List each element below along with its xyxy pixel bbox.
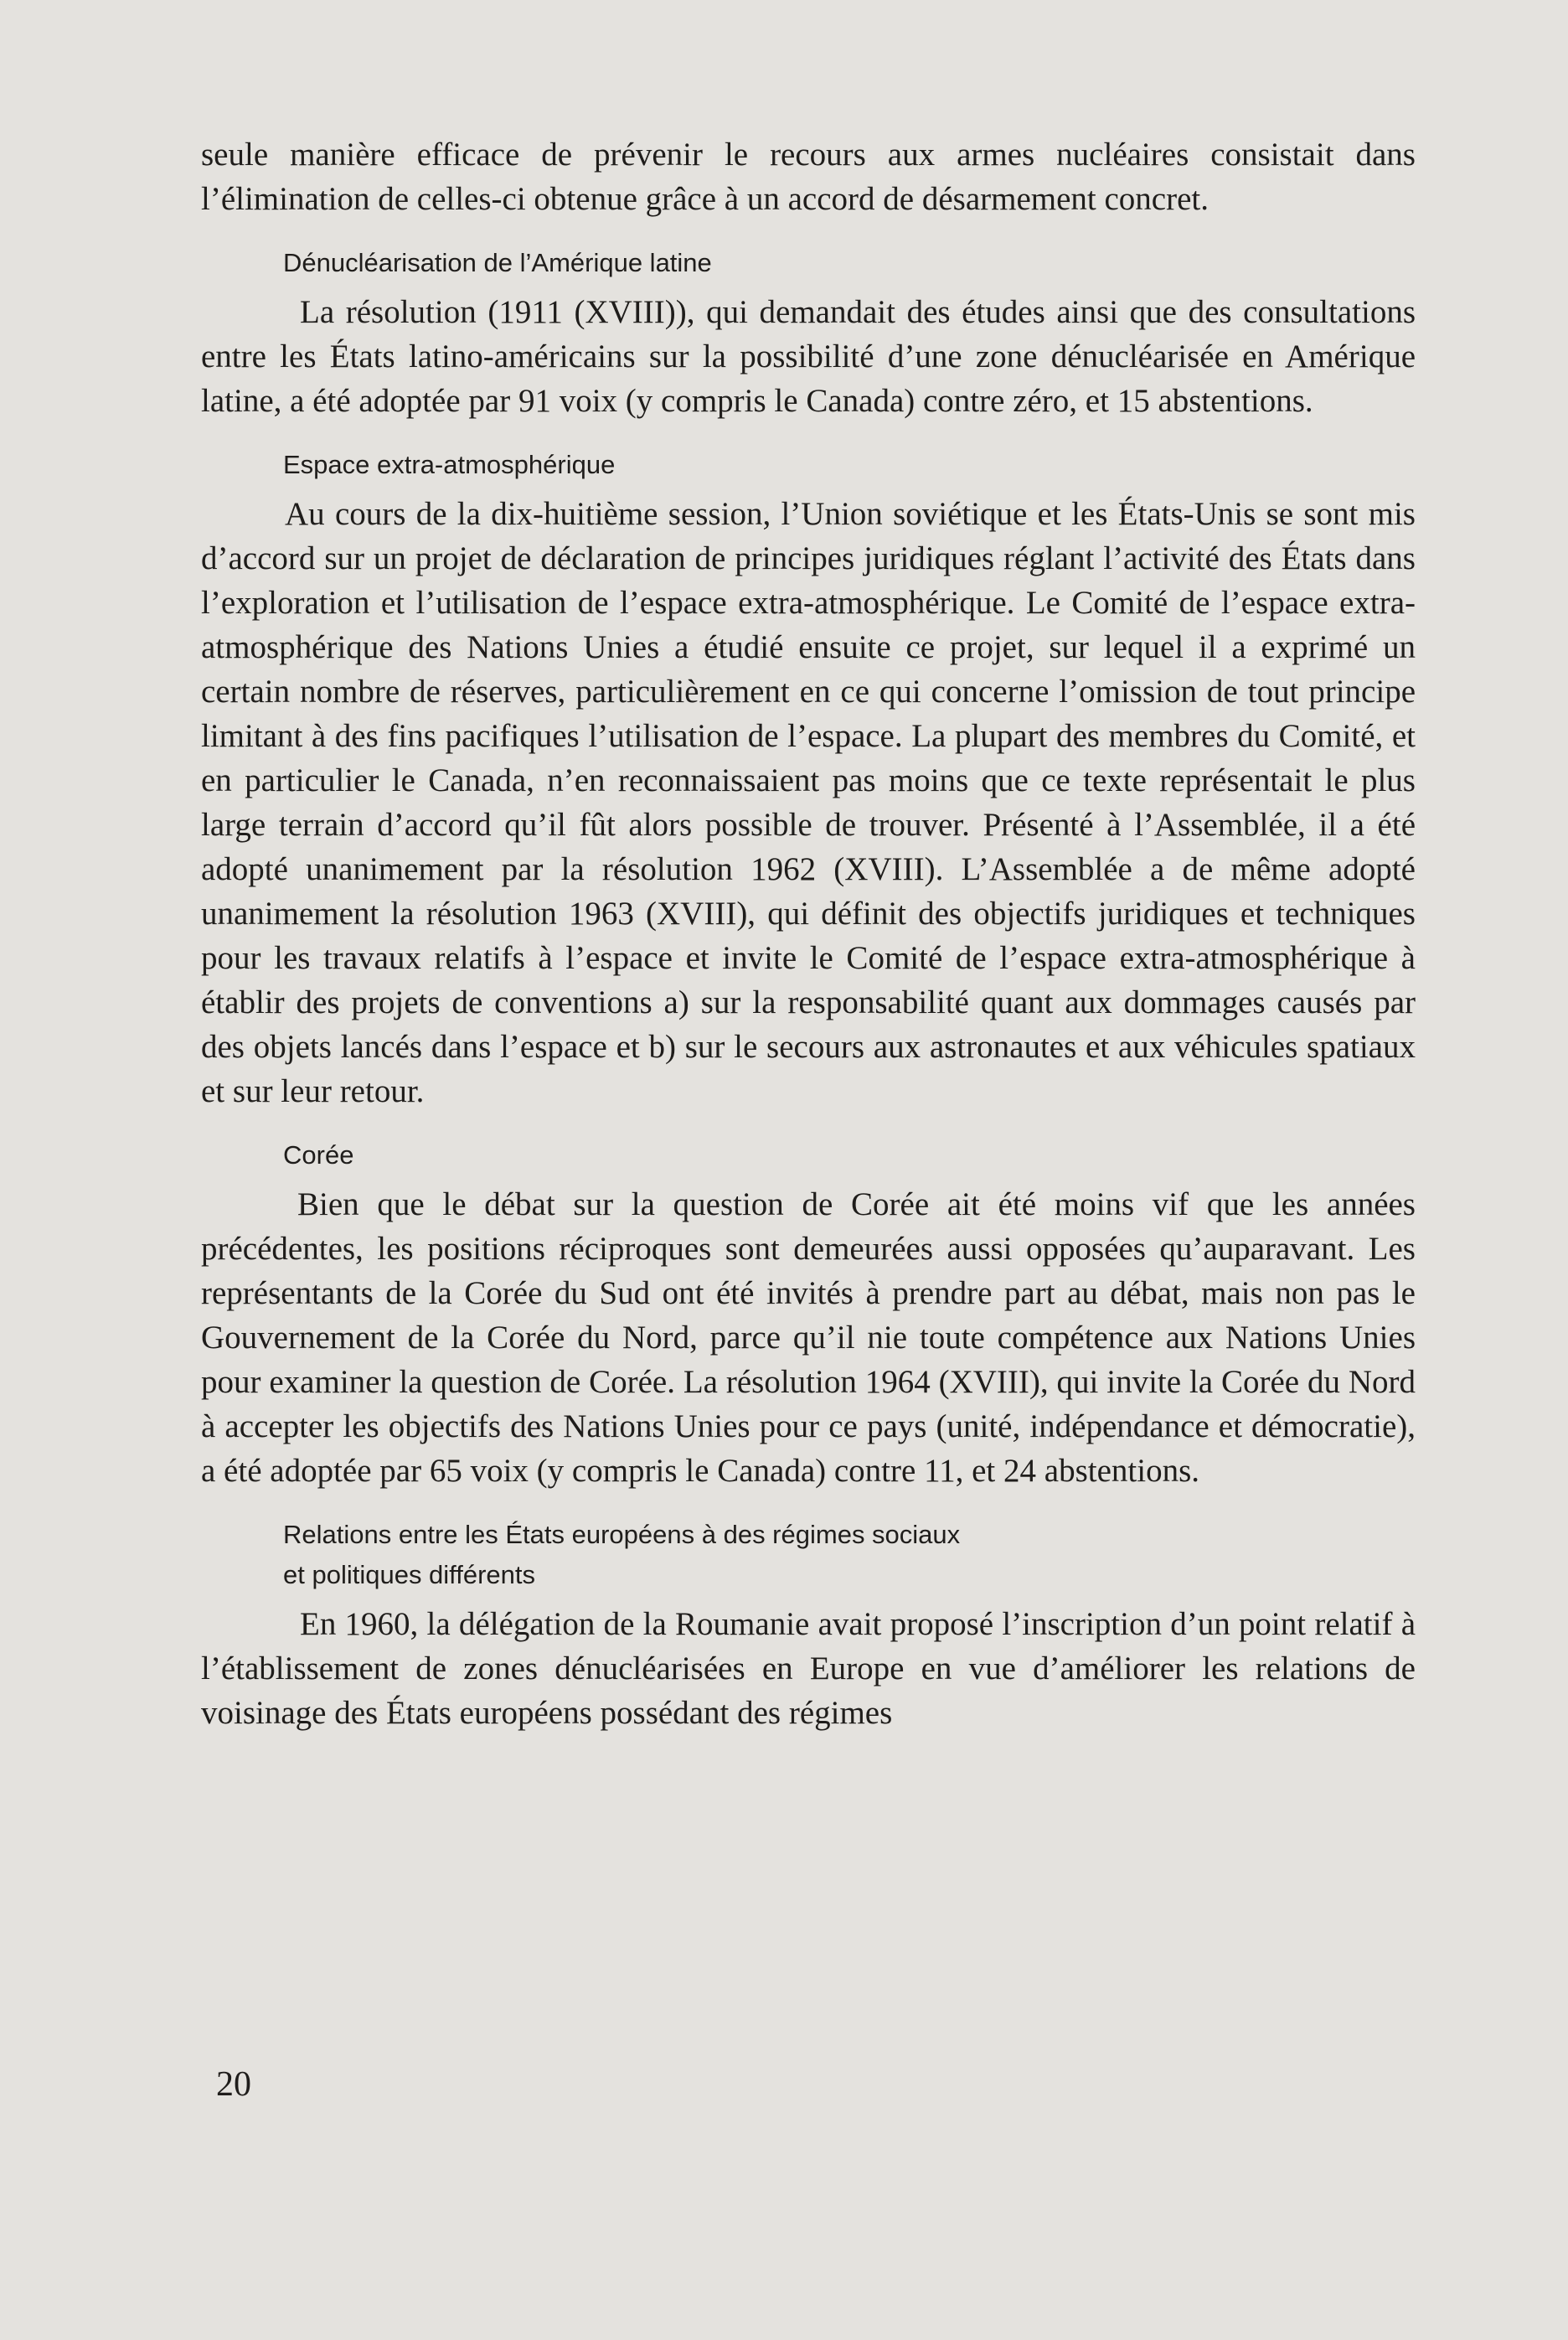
section-heading-line: Relations entre les États européens à des régimes sociaux [283,1520,961,1549]
section-heading-line: et politiques différents [283,1560,536,1589]
body-paragraph: seule manière efficace de prévenir le recours aux armes nucléaires consistait dans l’élimination de celles-ci obtenue grâce à un accord de désarmement concret. [201,137,1416,217]
body-paragraph: Bien que le débat sur la question de Corée ait été moins vif que les années précédentes, les positions réciproques sont demeurées aussi opposées qu’auparavant. Les représentants de la Corée du Sud ont été invités à prendre part au débat, mais non pas le Gouvernement de la Corée du Nord, parce qu’il nie toute compétence aux Nations Unies pour examiner la question de Corée. La résolution 1964 (XVIII), qui invite la Corée du Nord à accepter les objectifs des Nations Unies pour ce pays (unité, indépendance et démocratie), a été adoptée par 65 voix (y compris le Canada) contre 11, et 24 abstentions. [201,1186,1416,1489]
body-paragraph: Au cours de la dix-huitième session, l’Union soviétique et les États-Unis se sont mis d’accord sur un projet de déclaration de principes juridiques réglant l’activité des États dans l’exploration et l’utilisation de l’espace extra-atmosphérique. Le Comité de l’espace extra-atmosphérique des Nations Unies a étudié ensuite ce projet, sur lequel il a exprimé un certain nombre de réserves, particulièrement en ce qui concerne l’omission de tout principe limitant à des fins pacifiques l’utilisation de l’espace. La plupart des membres du Comité, et en particulier le Canada, n’en reconnaissaient pas moins que ce texte représentait le plus large terrain d’accord qu’il fût alors possible de trouver. Présenté à l’Assemblée, il a été adopté unanimement par la résolution 1962 (XVIII). L’Assemblée a de même adopté unanimement la résolution 1963 (XVIII), qui définit des objectifs juridiques et techniques pour les travaux relatifs à l’espace et invite le Comité de l’espace extra-atmosphérique à établir des projets de conventions a) sur la responsabilité quant aux dommages causés par des objets lancés dans l’espace et b) sur le secours aux astronautes et aux véhicules spatiaux et sur leur retour. [201,496,1416,1109]
section-heading: Corée [283,1140,354,1170]
section-heading: Dénucléarisation de l’Amérique latine [283,248,712,277]
section-heading: Espace extra-atmosphérique [283,450,616,479]
body-paragraph: La résolution (1911 (XVIII)), qui demandait des études ainsi que des consultations entre les États latino-américains sur la possibilité d’une zone dénucléarisée en Amérique latine, a été adoptée par 91 voix (y compris le Canada) contre zéro, et 15 abstentions. [201,294,1416,419]
body-paragraph: En 1960, la délégation de la Roumanie avait proposé l’inscription d’un point relatif à l’établissement de zones dénucléarisées en Europe en vue d’améliorer les relations de voisinage des États européens possédant des régimes [201,1606,1416,1731]
section-heading [283,1515,1416,1595]
page-content [201,132,1416,1735]
page-number: 20 [216,2065,251,2104]
